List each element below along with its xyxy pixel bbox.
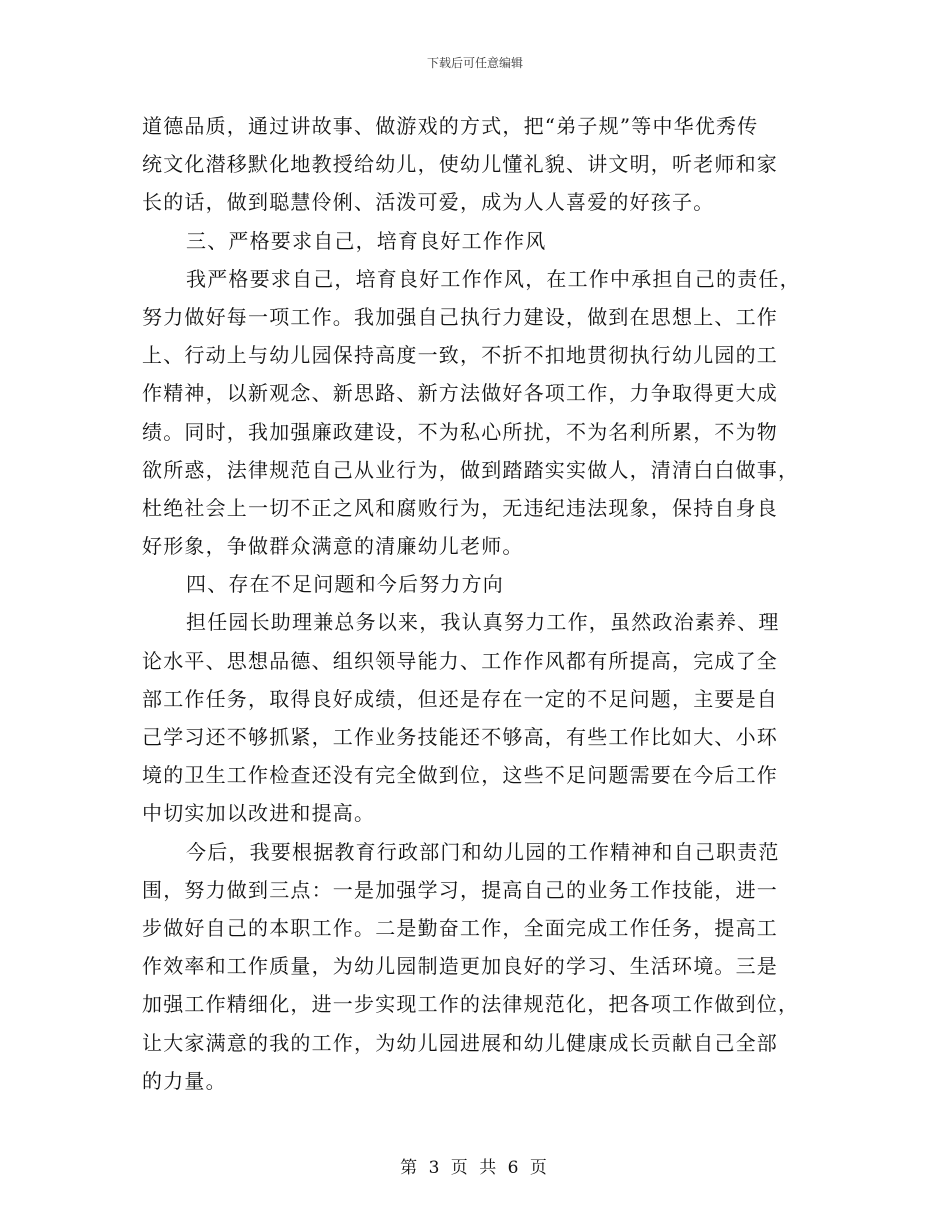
paragraph-line: 长的话，做到聪慧伶俐、活泼可爱，成为人人喜爱的好孩子。 (142, 190, 715, 215)
paragraph-line: 围，努力做到三点：一是加强学习，提高自己的业务工作技能，进一 (142, 877, 778, 902)
paragraph-line: 担任园长助理兼总务以来，我认真努力工作，虽然政治素养、理 (186, 610, 780, 635)
section-heading: 四、存在不足问题和今后努力方向 (186, 572, 504, 597)
page-number: 第 3 页 共 6 页 (400, 1158, 550, 1178)
paragraph-line: 中切实加以改进和提高。 (142, 801, 376, 826)
paragraph-line: 作精神，以新观念、新思路、新方法做好各项工作，力争取得更大成 (142, 381, 778, 406)
paragraph-line: 好形象，争做群众满意的清廉幼儿老师。 (142, 534, 524, 559)
paragraph-line: 欲所惑，法律规范自己从业行为，做到踏踏实实做人，清清白白做事， (142, 457, 800, 482)
section-heading: 三、严格要求自己，培育良好工作作风 (186, 228, 547, 253)
paragraph-line: 己学习还不够抓紧，工作业务技能还不够高，有些工作比如大、小环 (142, 725, 778, 749)
paragraph-line: 杜绝社会上一切不正之风和腐败行为，无违纪违法现象，保持自身良 (142, 495, 778, 520)
paragraph-line: 部工作任务，取得良好成绩，但还是存在一定的不足问题，主要是自 (142, 686, 778, 711)
paragraph-line: 统文化潜移默化地教授给幼儿，使幼儿懂礼貌、讲文明，听老师和家 (142, 152, 778, 177)
paragraph-line: 道德品质，通过讲故事、做游戏的方式，把“弟子规”等中华优秀传 (142, 114, 759, 138)
paragraph-line: 境的卫生工作检查还没有完全做到位，这些不足问题需要在今后工作 (142, 763, 778, 788)
paragraph-line: 让大家满意的我的工作，为幼儿园进展和幼儿健康成长贡献自己全部 (142, 1030, 778, 1055)
paragraph-line: 绩。同时，我加强廉政建设，不为私心所扰，不为名利所累，不为物 (142, 419, 778, 444)
paragraph-line: 步做好自己的本职工作。二是勤奋工作，全面完成工作任务，提高工 (142, 915, 778, 940)
paragraph-line: 论水平、思想品德、组织领导能力、工作作风都有所提高，完成了全 (142, 648, 778, 673)
page-header: 下载后可任意编辑 (426, 56, 523, 70)
paragraph-line: 今后，我要根据教育行政部门和幼儿园的工作精神和自己职责范 (186, 839, 780, 864)
document-body (142, 107, 810, 1100)
paragraph-line: 加强工作精细化，进一步实现工作的法律规范化，把各项工作做到位， (142, 992, 800, 1017)
paragraph-line: 努力做好每一项工作。我加强自己执行力建设，做到在思想上、工作 (142, 304, 778, 329)
paragraph-line: 作效率和工作质量，为幼儿园制造更加良好的学习、生活环境。三是 (142, 954, 778, 979)
paragraph-line: 的力量。 (142, 1068, 227, 1093)
paragraph-line: 上、行动上与幼儿园保持高度一致，不折不扣地贯彻执行幼儿园的工 (142, 343, 778, 368)
paragraph-line: 我严格要求自己，培育良好工作作风，在工作中承担自己的责任， (186, 266, 801, 291)
